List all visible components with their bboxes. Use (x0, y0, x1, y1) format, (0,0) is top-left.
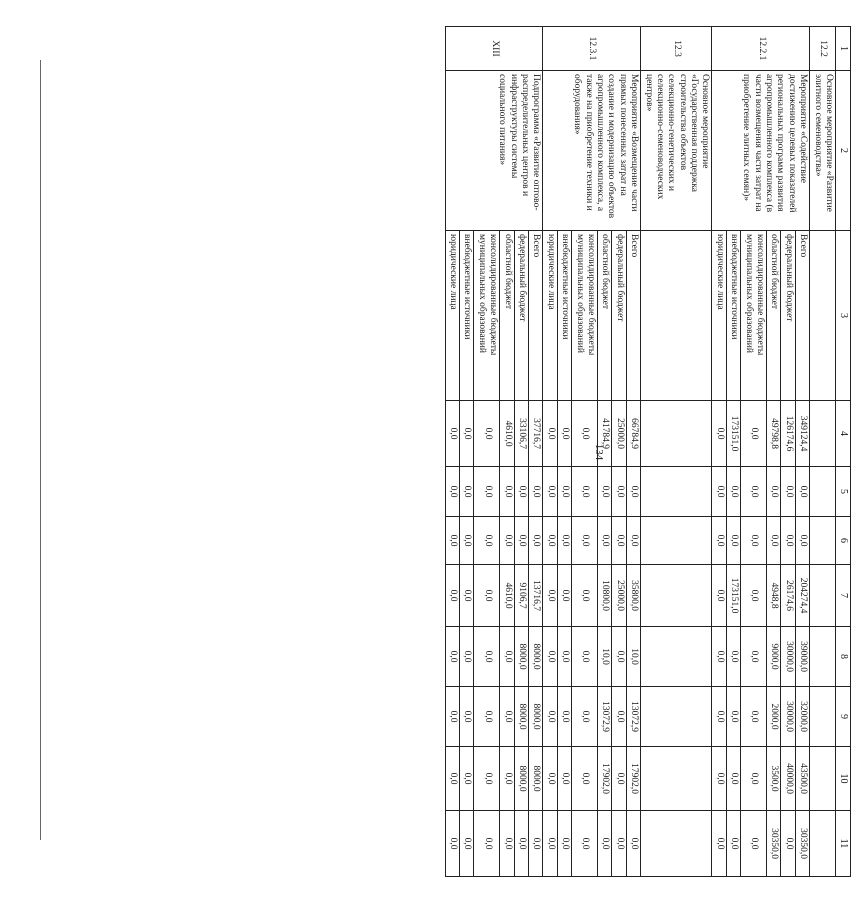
value-cell: 0,0 (557, 687, 571, 747)
value-cell: 30000,0 (781, 687, 795, 747)
value-cell: 0,0 (712, 811, 726, 877)
value-cell: 0,0 (460, 747, 474, 811)
funding-source-cell: юридические лица (543, 231, 557, 401)
value-cell: 0,0 (543, 747, 557, 811)
header-cell: 11 (836, 811, 851, 877)
value-cell: 0,0 (767, 517, 781, 565)
funding-source-cell: Всего (529, 231, 543, 401)
value-cell: 0,0 (726, 627, 740, 687)
funding-source-cell: внебюджетные источники (726, 231, 740, 401)
value-cell: 26174,6 (781, 565, 795, 627)
value-cell: 0,0 (474, 565, 500, 627)
value-cell: 0,0 (543, 517, 557, 565)
value-cell: 0,0 (597, 467, 611, 517)
empty-cell (641, 517, 712, 565)
empty-cell (810, 811, 836, 877)
value-cell: 0,0 (474, 627, 500, 687)
value-cell: 0,0 (572, 467, 598, 517)
empty-cell (810, 565, 836, 627)
value-cell: 0,0 (597, 811, 611, 877)
value-cell: 8000,0 (529, 627, 543, 687)
value-cell: 0,0 (543, 467, 557, 517)
value-cell: 43500,0 (795, 747, 809, 811)
value-cell: 0,0 (460, 467, 474, 517)
value-cell: 37716,7 (529, 401, 543, 467)
empty-cell (641, 811, 712, 877)
value-cell: 0,0 (514, 517, 528, 565)
value-cell: 0,0 (726, 517, 740, 565)
value-cell: 0,0 (514, 811, 528, 877)
value-cell: 9106,7 (514, 565, 528, 627)
value-cell: 0,0 (460, 627, 474, 687)
header-cell: 3 (836, 231, 851, 401)
item-code-cell: 12.2.1 (712, 27, 810, 71)
header-row (836, 27, 851, 877)
value-cell: 0,0 (626, 811, 640, 877)
empty-cell (810, 401, 836, 467)
funding-source-cell: Всего (626, 231, 640, 401)
value-cell: 0,0 (741, 401, 767, 467)
value-cell: 0,0 (543, 565, 557, 627)
value-cell: 0,0 (712, 401, 726, 467)
value-cell: 0,0 (612, 517, 626, 565)
value-cell: 0,0 (474, 401, 500, 467)
header-cell: 8 (836, 627, 851, 687)
value-cell: 0,0 (741, 627, 767, 687)
value-cell: 2000,0 (767, 687, 781, 747)
value-cell: 0,0 (767, 467, 781, 517)
value-cell: 0,0 (741, 467, 767, 517)
value-cell: 0,0 (543, 401, 557, 467)
value-cell: 10,0 (626, 627, 640, 687)
header-cell: 7 (836, 565, 851, 627)
table-row (641, 27, 712, 877)
value-cell: 0,0 (781, 517, 795, 565)
value-cell: 8000,0 (514, 747, 528, 811)
value-cell: 0,0 (612, 687, 626, 747)
value-cell: 0,0 (612, 747, 626, 811)
value-cell: 0,0 (726, 687, 740, 747)
empty-cell (641, 401, 712, 467)
item-code-cell: 12.3.1 (543, 27, 641, 71)
header-cell: 10 (836, 747, 851, 811)
header-cell: 1 (836, 27, 851, 71)
value-cell: 0,0 (612, 811, 626, 877)
item-name-cell: Основное мероприятие «Развитие элитного семеноводства» (810, 71, 836, 231)
value-cell: 0,0 (557, 627, 571, 687)
value-cell: 32000,0 (795, 687, 809, 747)
value-cell: 0,0 (572, 627, 598, 687)
value-cell: 0,0 (557, 401, 571, 467)
table-body (445, 27, 850, 877)
value-cell: 0,0 (474, 687, 500, 747)
value-cell: 25000,0 (612, 401, 626, 467)
value-cell: 30350,0 (767, 811, 781, 877)
value-cell: 0,0 (529, 811, 543, 877)
value-cell: 349124,4 (795, 401, 809, 467)
item-name-cell: Подпрограмма «Развитие оптово-распределительных центров и инфраструктуры системы социального питания» (445, 71, 543, 231)
value-cell: 0,0 (445, 565, 459, 627)
header-cell: 2 (836, 71, 851, 231)
value-cell: 0,0 (500, 627, 514, 687)
value-cell: 0,0 (626, 467, 640, 517)
value-cell: 204274,4 (795, 565, 809, 627)
header-cell: 9 (836, 687, 851, 747)
value-cell: 0,0 (445, 811, 459, 877)
item-name-cell: Мероприятие «Возмещение части прямых понесенных затрат на создание и модернизацию объектов агропромышленного комплекса, а также на приобретение техники и оборудования» (543, 71, 641, 231)
value-cell: 0,0 (543, 811, 557, 877)
value-cell: 17902,0 (597, 747, 611, 811)
value-cell: 0,0 (572, 565, 598, 627)
funding-source-cell: областной бюджет (500, 231, 514, 401)
value-cell: 0,0 (460, 687, 474, 747)
value-cell: 0,0 (712, 747, 726, 811)
empty-cell (810, 517, 836, 565)
empty-cell (641, 687, 712, 747)
value-cell: 0,0 (460, 565, 474, 627)
value-cell: 10800,0 (597, 565, 611, 627)
value-cell: 0,0 (445, 627, 459, 687)
value-cell: 0,0 (726, 467, 740, 517)
value-cell: 0,0 (500, 467, 514, 517)
value-cell: 0,0 (557, 747, 571, 811)
value-cell: 0,0 (712, 565, 726, 627)
item-code-cell: 12.3 (641, 27, 712, 71)
value-cell: 0,0 (741, 811, 767, 877)
item-code-cell: XIII (445, 27, 543, 71)
value-cell: 30000,0 (781, 627, 795, 687)
value-cell: 0,0 (557, 565, 571, 627)
value-cell: 3500,0 (767, 747, 781, 811)
value-cell: 33106,7 (514, 401, 528, 467)
funding-source-cell: внебюджетные источники (557, 231, 571, 401)
value-cell: 0,0 (474, 467, 500, 517)
value-cell: 0,0 (726, 747, 740, 811)
value-cell: 173151,0 (726, 565, 740, 627)
value-cell: 0,0 (781, 811, 795, 877)
funding-source-cell: юридические лица (445, 231, 459, 401)
value-cell: 17902,0 (626, 747, 640, 811)
value-cell: 4610,0 (500, 565, 514, 627)
value-cell: 0,0 (474, 811, 500, 877)
value-cell: 0,0 (612, 627, 626, 687)
value-cell: 126174,6 (781, 401, 795, 467)
value-cell: 0,0 (726, 811, 740, 877)
value-cell: 0,0 (543, 627, 557, 687)
value-cell: 0,0 (572, 747, 598, 811)
value-cell: 9000,0 (767, 627, 781, 687)
value-cell: 0,0 (460, 811, 474, 877)
value-cell: 0,0 (445, 401, 459, 467)
value-cell: 0,0 (795, 467, 809, 517)
value-cell: 0,0 (474, 517, 500, 565)
value-cell: 0,0 (500, 687, 514, 747)
value-cell: 0,0 (712, 467, 726, 517)
value-cell: 0,0 (712, 627, 726, 687)
funding-source-cell: консолидированные бюджеты муниципальных образований (741, 231, 767, 401)
funding-source-cell: консолидированные бюджеты муниципальных образований (572, 231, 598, 401)
value-cell: 39000,0 (795, 627, 809, 687)
funding-source-cell: внебюджетные источники (460, 231, 474, 401)
table-row (795, 27, 809, 877)
value-cell: 13072,9 (597, 687, 611, 747)
value-cell: 8000,0 (514, 687, 528, 747)
empty-cell (641, 747, 712, 811)
funding-source-cell: областной бюджет (767, 231, 781, 401)
funding-source-cell: консолидированные бюджеты муниципальных образований (474, 231, 500, 401)
value-cell: 0,0 (445, 747, 459, 811)
item-code-cell: 12.2 (810, 27, 836, 71)
empty-cell (810, 231, 836, 401)
table-row (626, 27, 640, 877)
value-cell: 4610,0 (500, 401, 514, 467)
value-cell: 0,0 (474, 747, 500, 811)
value-cell: 4948,8 (767, 565, 781, 627)
item-name-cell: Основное мероприятие «Государственная поддержка строительства объектов селекционно-генетических и селекционно-семеноводческих центров» (641, 71, 712, 231)
value-cell: 13716,7 (529, 565, 543, 627)
value-cell: 0,0 (572, 517, 598, 565)
rotated-sheet (301, 26, 851, 876)
scan-edge-line (40, 60, 41, 840)
value-cell: 0,0 (500, 747, 514, 811)
value-cell: 0,0 (741, 747, 767, 811)
item-name-cell: Мероприятие «Содействие достижению целевых показателей региональных программ развития агропромышленного комплекса (в части возмещения части затрат на приобретение элитных семян)» (712, 71, 810, 231)
value-cell: 173151,0 (726, 401, 740, 467)
funding-source-cell: юридические лица (712, 231, 726, 401)
value-cell: 0,0 (741, 565, 767, 627)
value-cell: 0,0 (460, 517, 474, 565)
value-cell: 8000,0 (529, 747, 543, 811)
value-cell: 0,0 (557, 811, 571, 877)
value-cell: 40000,0 (781, 747, 795, 811)
value-cell: 0,0 (445, 467, 459, 517)
value-cell: 0,0 (460, 401, 474, 467)
value-cell: 66784,9 (626, 401, 640, 467)
empty-cell (810, 467, 836, 517)
empty-cell (810, 747, 836, 811)
empty-cell (641, 565, 712, 627)
value-cell: 0,0 (514, 467, 528, 517)
empty-cell (641, 627, 712, 687)
value-cell: 30350,0 (795, 811, 809, 877)
header-cell: 6 (836, 517, 851, 565)
value-cell: 0,0 (529, 467, 543, 517)
value-cell: 49798,8 (767, 401, 781, 467)
value-cell: 0,0 (795, 517, 809, 565)
empty-cell (641, 231, 712, 401)
value-cell: 13072,9 (626, 687, 640, 747)
value-cell: 0,0 (445, 687, 459, 747)
value-cell: 8000,0 (514, 627, 528, 687)
value-cell: 35800,0 (626, 565, 640, 627)
budget-table (445, 26, 851, 877)
value-cell: 0,0 (572, 401, 598, 467)
funding-source-cell: федеральный бюджет (514, 231, 528, 401)
value-cell: 0,0 (626, 517, 640, 565)
header-cell: 4 (836, 401, 851, 467)
value-cell: 0,0 (529, 517, 543, 565)
value-cell: 41784,9 (597, 401, 611, 467)
table-row (529, 27, 543, 877)
value-cell: 0,0 (597, 517, 611, 565)
value-cell: 10,0 (597, 627, 611, 687)
value-cell: 0,0 (741, 517, 767, 565)
value-cell: 0,0 (741, 687, 767, 747)
value-cell: 0,0 (557, 517, 571, 565)
funding-source-cell: областной бюджет (597, 231, 611, 401)
value-cell: 0,0 (612, 467, 626, 517)
value-cell: 0,0 (557, 467, 571, 517)
value-cell: 0,0 (500, 811, 514, 877)
value-cell: 8000,0 (529, 687, 543, 747)
value-cell: 25000,0 (612, 565, 626, 627)
empty-cell (641, 467, 712, 517)
value-cell: 0,0 (445, 517, 459, 565)
table-row (810, 27, 836, 877)
value-cell: 0,0 (500, 517, 514, 565)
value-cell: 0,0 (572, 687, 598, 747)
funding-source-cell: федеральный бюджет (612, 231, 626, 401)
funding-source-cell: федеральный бюджет (781, 231, 795, 401)
funding-source-cell: Всего (795, 231, 809, 401)
empty-cell (810, 627, 836, 687)
value-cell: 0,0 (543, 687, 557, 747)
value-cell: 0,0 (712, 517, 726, 565)
empty-cell (810, 687, 836, 747)
value-cell: 0,0 (712, 687, 726, 747)
value-cell: 0,0 (781, 467, 795, 517)
value-cell: 0,0 (572, 811, 598, 877)
page-number: 134 (593, 443, 605, 461)
header-cell: 5 (836, 467, 851, 517)
